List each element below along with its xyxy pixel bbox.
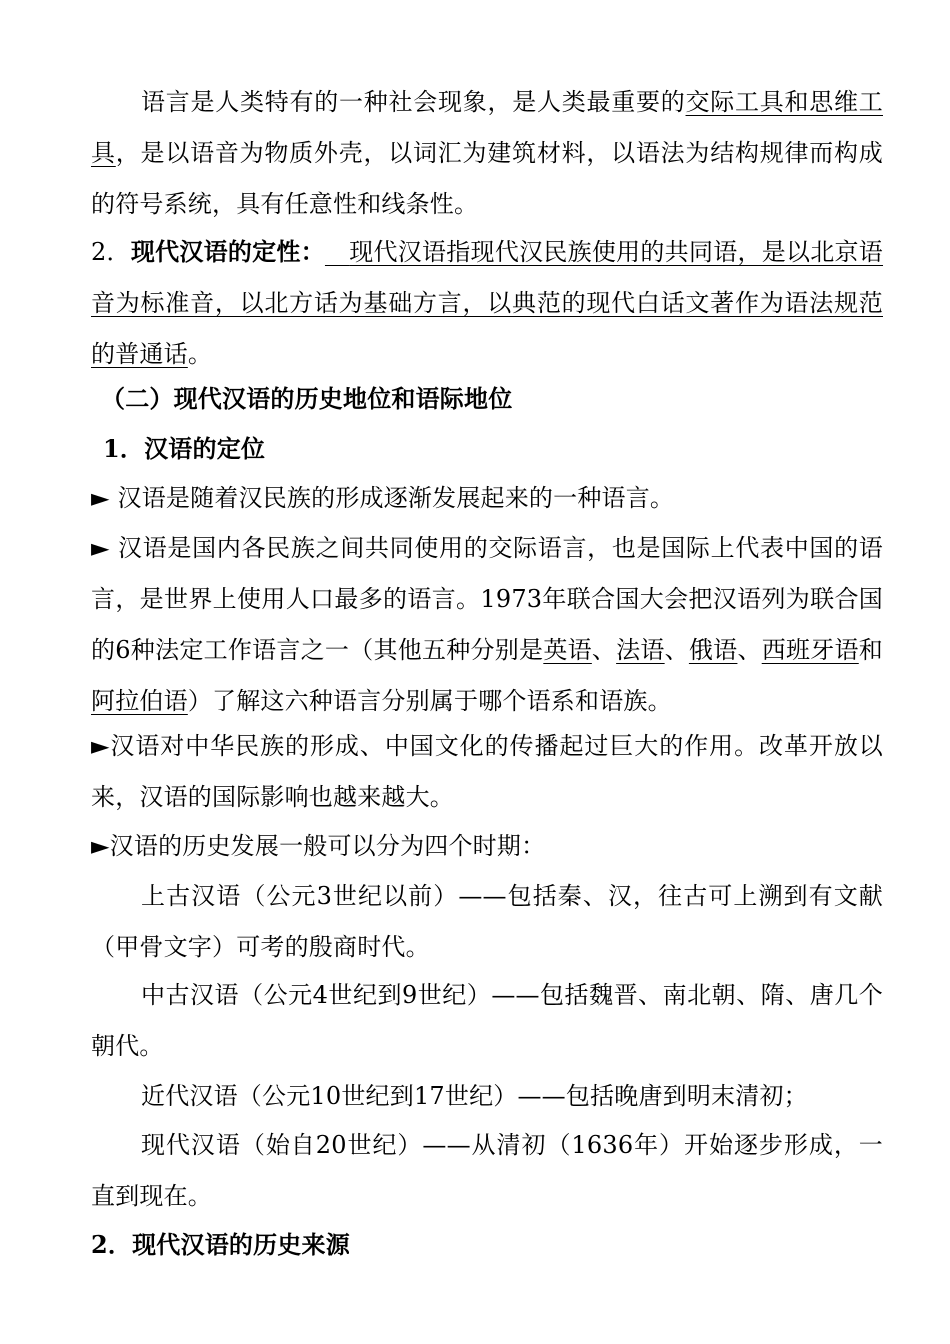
bullet-item	[91, 721, 883, 823]
underlined-language: 英语	[543, 636, 592, 664]
bullet-item	[91, 821, 883, 872]
underlined-term: 交际工具和思维工具	[91, 88, 883, 167]
paragraph-language-definition	[91, 77, 883, 230]
underlined-language: 西班牙语	[761, 636, 859, 664]
separator: 、	[591, 636, 617, 664]
underlined-language: 法语	[616, 636, 665, 664]
underlined-language: 俄语	[688, 636, 738, 664]
paragraph-modern-chinese-definition	[91, 226, 883, 380]
text-run: 。	[187, 340, 213, 368]
separator: 、	[737, 636, 762, 664]
triangle-bullet-icon: ►	[91, 832, 110, 860]
bullet-text: 汉语是国内各民族之间共同使用的交际语言，也是国际上代表中国的语言，是世界上使用人口最多的语言。1973年联合国大会把汉语列为联合国的6种法定工作语言之一（其他五种分别是	[91, 534, 883, 664]
triangle-bullet-icon: ►	[91, 484, 110, 512]
bullet-text: 汉语是随着汉民族的形成逐渐发展起来的一种语言。	[117, 484, 675, 512]
subsection-heading: 2．现代汉语的历史来源	[91, 1230, 350, 1259]
bullet-text: 汉语对中华民族的形成、中国文化的传播起过巨大的作用。改革开放以来，汉语的国际影响也越来越大。	[91, 732, 883, 811]
underlined-definition: 现代汉语指现代汉民族使用的共同语，是以北京语音为标准音，以北方话为基础方言，以典范的现代白话文著作为语法规范的普通话	[91, 238, 884, 368]
period-item: 上古汉语（公元3世纪以前）——包括秦、汉，往古可上溯到有文献（甲骨文字）可考的殷商时代。	[91, 882, 883, 961]
separator: 和	[858, 636, 883, 664]
section-heading: （二）现代汉语的历史地位和语际地位	[101, 384, 513, 413]
separator: 、	[664, 636, 689, 664]
period-item: 近代汉语（公元10世纪到17世纪）——包括晚唐到明末清初；	[141, 1082, 808, 1110]
underlined-language: 阿拉伯语	[91, 687, 188, 715]
item-number: 2．	[91, 238, 131, 266]
text-run: 语言是人类特有的一种社会现象，是人类最重要的	[141, 88, 686, 116]
bullet-item	[91, 473, 883, 524]
bullet-text: 汉语的历史发展一般可以分为四个时期：	[109, 832, 546, 860]
period-item: 中古汉语（公元4世纪到9世纪）——包括魏晋、南北朝、隋、唐几个朝代。	[91, 981, 883, 1060]
triangle-bullet-icon: ►	[91, 732, 110, 760]
bold-label: 现代汉语的定性：	[130, 237, 325, 266]
triangle-bullet-icon: ►	[91, 534, 110, 562]
bullet-item	[91, 523, 883, 727]
period-item: 现代汉语（始自20世纪）——从清初（1636年）开始逐步形成，一直到现在。	[91, 1131, 883, 1210]
bullet-text: ）了解这六种语言分别属于哪个语系和语族。	[187, 687, 672, 715]
text-run: ，是以语音为物质外壳，以词汇为建筑材料，以语法为结构规律而构成的符号系统，具有任意性和线条性。	[91, 139, 884, 218]
subsection-heading: 1．汉语的定位	[103, 434, 266, 463]
